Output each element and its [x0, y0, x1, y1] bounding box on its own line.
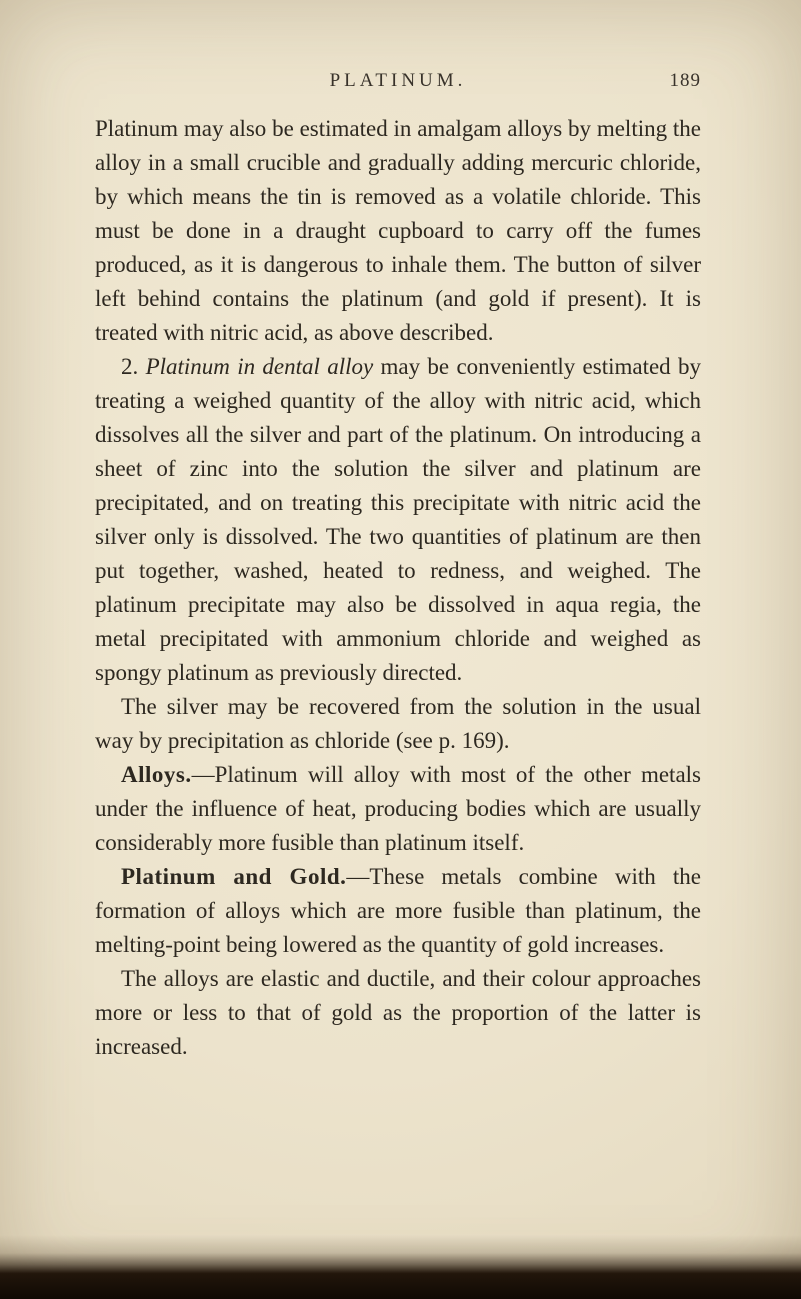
running-title: PLATINUM.: [329, 70, 467, 91]
paragraph-alloys: [95, 758, 701, 860]
paragraph-lead-bold: Alloys.: [121, 762, 192, 787]
paragraph-dental-alloy: [95, 350, 701, 690]
paragraph-text: The alloys are elastic and ductile, and their colour approaches more or less to that of gold as the proportion of the latter is increased.: [95, 966, 701, 1059]
page-number: 189: [669, 70, 701, 91]
paragraph-silver-recovery: [95, 690, 701, 758]
paragraph-lead-bold: Platinum and Gold.: [121, 864, 347, 889]
paragraph-text: —Platinum will alloy with most of the other metals under the influence of heat, producing bodies which are usually considerably more fusible than platinum itself.: [95, 762, 701, 855]
list-number: 2.: [121, 354, 146, 379]
paragraph-text: Platinum may also be estimated in amalgam alloys by melting the alloy in a small crucible and gradually adding mercuric chloride, by which means the tin is removed as a volatile chloride. This must be done in a draught cupboard to carry off the fumes produced, as it is dangerous to inhale them. The button of silver left behind contains the platinum (and gold if present). It is treated with nitric acid, as above described.: [95, 116, 701, 345]
paragraph-amalgam-estimation: [95, 112, 701, 350]
paragraph-text: may be conveniently estimated by treating a weighed quantity of the alloy with nitric acid, which dissolves all the silver and part of the platinum. On introducing a sheet of zinc into the solution the silver and platinum are precipitated, and on treating this precipitate with nitric acid the silver only is dissolved. The two quantities of platinum are then put together, washed, heated to redness, and weighed. The platinum precipitate may also be dissolved in aqua regia, the metal precipitated with ammonium chloride and weighed as spongy platinum as previously directed.: [95, 354, 701, 685]
page-header: [95, 70, 701, 100]
scan-edge-shadow: [0, 1235, 801, 1299]
paragraph-lead-italic: Platinum in dental alloy: [145, 354, 374, 379]
paragraph-text: The silver may be recovered from the solution in the usual way by precipitation as chloride (see p. 169).: [95, 694, 701, 753]
page-body: [95, 112, 701, 1064]
paragraph-alloy-properties: [95, 962, 701, 1064]
paragraph-platinum-and-gold: [95, 860, 701, 962]
paragraph-text: —These metals combine with the formation of alloys which are more fusible than platinum, the melting-point being lowered as the quantity of gold increases.: [95, 864, 701, 957]
